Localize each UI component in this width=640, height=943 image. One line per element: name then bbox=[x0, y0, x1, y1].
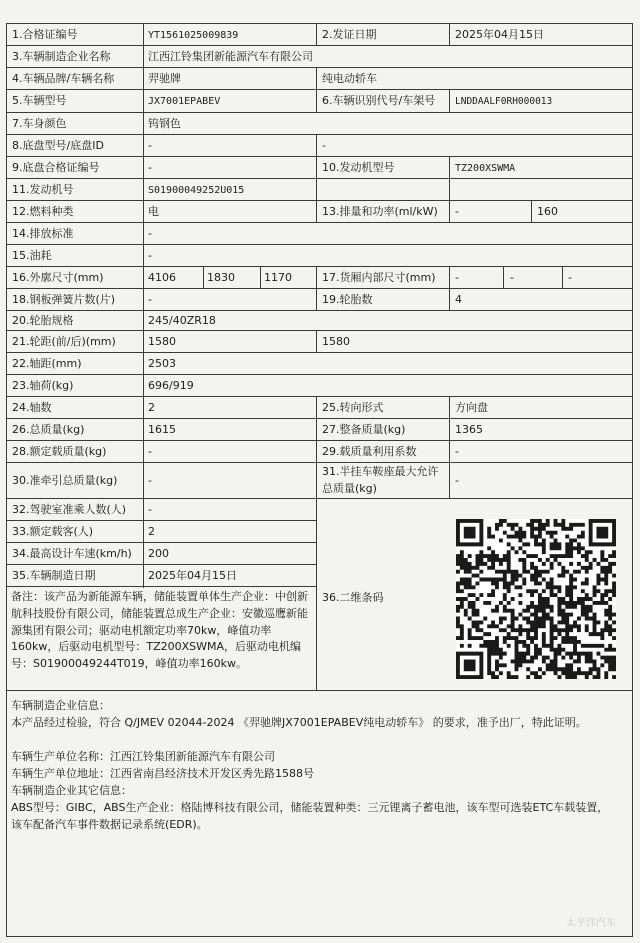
field-value-issue-date: 2025年04月15日 bbox=[455, 28, 544, 41]
field-value-power: 160 bbox=[537, 205, 558, 218]
field-value-axle-load: 696/919 bbox=[148, 379, 194, 392]
field-value-gross-mass: 1615 bbox=[148, 423, 176, 436]
field-label-certificate-no: 1.合格证编号 bbox=[12, 28, 78, 41]
field-value-towing-mass: - bbox=[148, 474, 152, 487]
field-value-tire-count: 4 bbox=[455, 293, 462, 306]
field-label-chassis-model: 8.底盘型号/底盘ID bbox=[12, 139, 104, 152]
field-label-saddle-mass: 31.半挂车鞍座最大允许总质量(kg) bbox=[322, 465, 439, 495]
field-label-track: 21.轮距(前/后)(mm) bbox=[12, 335, 116, 348]
production-unit-address: 车辆生产单位地址：江西省南昌经济技术开发区秀先路1588号 bbox=[11, 767, 314, 780]
field-value-wheelbase: 2503 bbox=[148, 357, 176, 370]
field-value-axles: 2 bbox=[148, 401, 155, 414]
field-value-fuel-consumption: - bbox=[148, 249, 152, 262]
field-label-tire-spec: 20.轮胎规格 bbox=[12, 314, 74, 327]
field-value-length: 4106 bbox=[148, 271, 176, 284]
field-value-cargo-length: - bbox=[455, 271, 459, 284]
field-value-cargo-width: - bbox=[510, 271, 514, 284]
field-label-rated-load: 28.额定载质量(kg) bbox=[12, 445, 107, 458]
field-label-displacement-power: 13.排量和功率(ml/kW) bbox=[322, 205, 438, 218]
field-label-wheelbase: 22.轴距(mm) bbox=[12, 357, 82, 370]
field-label-fuel-consumption: 15.油耗 bbox=[12, 249, 52, 262]
field-label-engine-no: 11.发动机号 bbox=[12, 183, 74, 196]
watermark-logo: 太平洋汽车 bbox=[566, 918, 616, 929]
field-label-steering: 25.转向形式 bbox=[322, 401, 384, 414]
field-value-certificate-no: YT1561025009839 bbox=[148, 30, 239, 41]
field-label-fuel: 12.燃料种类 bbox=[12, 205, 74, 218]
other-info-text: ABS型号：GIBC，ABS生产企业：格陆博科技有限公司，储能装置种类：三元锂离子蓄电池，该车型可选装ETC车载装置，该车配备汽车事件数据记录系统(EDR)。 bbox=[11, 801, 609, 831]
field-value-rated-passengers: 2 bbox=[148, 525, 155, 538]
field-value-max-speed: 200 bbox=[148, 547, 169, 560]
field-label-gross-mass: 26.总质量(kg) bbox=[12, 423, 85, 436]
field-value-chassis-id: - bbox=[322, 139, 326, 152]
field-value-chassis-model: - bbox=[148, 139, 152, 152]
field-label-chassis-cert: 9.底盘合格证编号 bbox=[12, 161, 100, 174]
field-label-leaf-springs: 18.钢板弹簧片数(片) bbox=[12, 293, 116, 306]
field-value-rated-load: - bbox=[148, 445, 152, 458]
field-value-vin: LNDDAALF0RH000013 bbox=[455, 96, 553, 107]
production-unit-name: 车辆生产单位名称：江西江铃集团新能源汽车有限公司 bbox=[11, 750, 275, 763]
field-value-color: 钨钢色 bbox=[148, 117, 181, 130]
field-value-saddle-mass: - bbox=[455, 474, 459, 487]
field-label-vin: 6.车辆识别代号/车架号 bbox=[322, 94, 436, 107]
field-value-tire-spec: 245/40ZR18 bbox=[148, 314, 216, 327]
field-label-model: 5.车辆型号 bbox=[12, 94, 67, 107]
field-value-curb-mass: 1365 bbox=[455, 423, 483, 436]
field-value-height: 1170 bbox=[264, 271, 292, 284]
field-value-cab-seats: - bbox=[148, 503, 152, 516]
field-label-max-speed: 34.最高设计车速(km/h) bbox=[12, 547, 132, 560]
field-label-brand-name: 4.车辆品牌/车辆名称 bbox=[12, 72, 115, 85]
field-value-model: JX7001EPABEV bbox=[148, 96, 221, 107]
qr-code-label: 36.二维条码 bbox=[322, 591, 384, 604]
field-label-rated-passengers: 33.额定载客(人) bbox=[12, 525, 94, 538]
field-value-fuel: 电 bbox=[148, 205, 159, 218]
field-value-manufacture-date: 2025年04月15日 bbox=[148, 569, 237, 582]
field-label-engine-model: 10.发动机型号 bbox=[322, 161, 395, 174]
remarks-text: 备注：该产品为新能源车辆，储能装置单体生产企业：中创新航科技股份有限公司，储能装置总成生产企业：安徽巡鹰新能源集团有限公司；驱动电机额定功率70kw，峰值功率160kw，后驱动电机型号：TZ200XSWMA，后驱动电机编号：S01900049244T019，峰值功率160kw。 bbox=[11, 590, 308, 671]
field-value-displacement: - bbox=[455, 205, 459, 218]
field-label-axle-load: 23.轴荷(kg) bbox=[12, 379, 74, 392]
field-value-brand: 羿驰牌 bbox=[148, 72, 181, 85]
qr-code-image bbox=[456, 519, 616, 679]
other-info-title: 车辆制造企业其它信息： bbox=[11, 784, 132, 797]
field-value-load-utilization: - bbox=[455, 445, 459, 458]
field-value-track-rear: 1580 bbox=[322, 335, 350, 348]
field-label-load-utilization: 29.载质量利用系数 bbox=[322, 445, 417, 458]
field-label-issue-date: 2.发证日期 bbox=[322, 28, 377, 41]
field-value-chassis-cert: - bbox=[148, 161, 152, 174]
field-label-tire-count: 19.轮胎数 bbox=[322, 293, 373, 306]
field-label-cargo-dimensions: 17.货厢内部尺寸(mm) bbox=[322, 271, 436, 284]
field-value-engine-model: TZ200XSWMA bbox=[455, 163, 516, 174]
field-value-leaf-springs: - bbox=[148, 293, 152, 306]
field-value-engine-no: S01900049252U015 bbox=[148, 185, 245, 196]
field-label-dimensions: 16.外廓尺寸(mm) bbox=[12, 271, 104, 284]
inspection-statement: 本产品经过检验，符合 Q/JMEV 02044-2024 《羿驰牌JX7001EPABEV纯电动轿车》 的要求，准予出厂，特此证明。 bbox=[11, 716, 587, 729]
field-label-cab-seats: 32.驾驶室准乘人数(人) bbox=[12, 503, 127, 516]
field-value-steering: 方向盘 bbox=[455, 401, 488, 414]
field-label-manufacture-date: 35.车辆制造日期 bbox=[12, 569, 96, 582]
field-value-track-front: 1580 bbox=[148, 335, 176, 348]
field-value-width: 1830 bbox=[207, 271, 235, 284]
field-label-towing-mass: 30.准牵引总质量(kg) bbox=[12, 474, 118, 487]
manufacturer-info-title: 车辆制造企业信息： bbox=[11, 699, 110, 712]
field-value-vehicle-name: 纯电动轿车 bbox=[322, 72, 377, 85]
field-label-emission: 14.排放标准 bbox=[12, 227, 74, 240]
field-value-manufacturer: 江西江铃集团新能源汽车有限公司 bbox=[148, 50, 313, 63]
field-label-color: 7.车身颜色 bbox=[12, 117, 67, 130]
field-label-manufacturer: 3.车辆制造企业名称 bbox=[12, 50, 111, 63]
field-value-emission: - bbox=[148, 227, 152, 240]
field-value-cargo-height: - bbox=[568, 271, 572, 284]
field-label-curb-mass: 27.整备质量(kg) bbox=[322, 423, 406, 436]
field-label-axles: 24.轴数 bbox=[12, 401, 52, 414]
